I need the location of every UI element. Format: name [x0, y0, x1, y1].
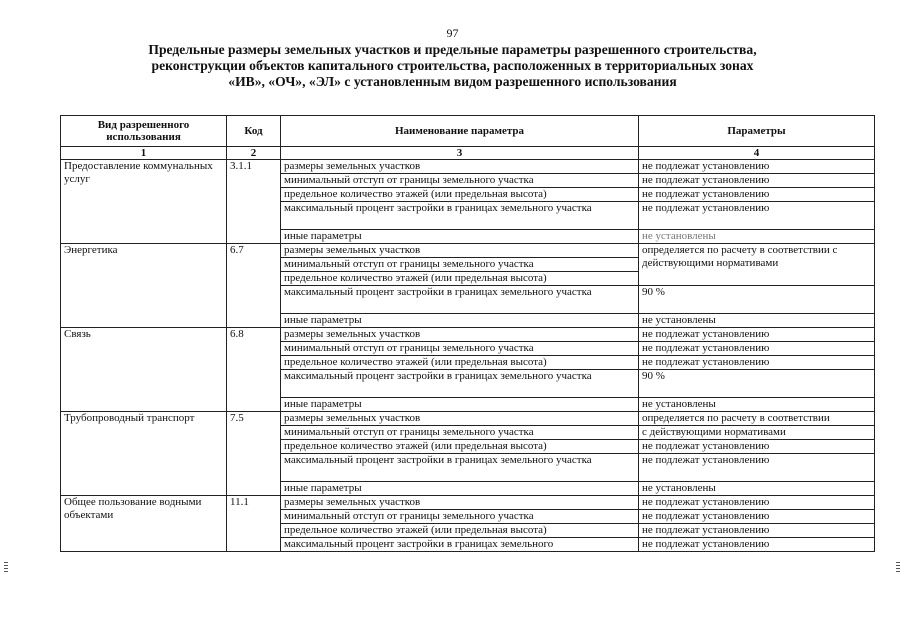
code-cell: 6.7 — [227, 244, 281, 328]
param-value-cell: не установлены — [639, 398, 875, 412]
table-row — [61, 496, 875, 510]
param-value-cell: определяется по расчету в соответствии — [639, 412, 875, 426]
param-name-cell: максимальный процент застройки в границах земельного участка — [281, 286, 639, 314]
param-value-cell: не подлежат установлению — [639, 328, 875, 342]
code-cell: 3.1.1 — [227, 160, 281, 244]
title-line-1: Предельные размеры земельных участков и предельные параметры разрешенного строительства, — [148, 42, 757, 57]
table-header-row — [61, 116, 875, 147]
param-value-cell: не подлежат установлению — [639, 356, 875, 370]
param-name-cell: иные параметры — [281, 314, 639, 328]
code-cell: 7.5 — [227, 412, 281, 496]
header-params: Параметры — [639, 116, 875, 147]
param-name-cell: размеры земельных участков — [281, 160, 639, 174]
param-name-cell: предельное количество этажей (или предельная высота) — [281, 356, 639, 370]
param-value-cell: не установлены — [639, 230, 875, 244]
param-name-cell: размеры земельных участков — [281, 412, 639, 426]
param-name-cell: иные параметры — [281, 230, 639, 244]
title-line-3: «ИВ», «ОЧ», «ЭЛ» с установленным видом разрешенного использования — [228, 74, 677, 89]
param-value-cell: 90 % — [639, 286, 875, 314]
param-name-cell: максимальный процент застройки в границах земельного участка — [281, 454, 639, 482]
col-number: 3 — [281, 147, 639, 160]
param-name-cell: размеры земельных участков — [281, 328, 639, 342]
table-row — [61, 328, 875, 342]
code-cell: 11.1 — [227, 496, 281, 552]
param-name-cell: максимальный процент застройки в границах земельного — [281, 538, 639, 552]
param-value-cell: не установлены — [639, 482, 875, 496]
header-param-name: Наименование параметра — [281, 116, 639, 147]
table-row — [61, 160, 875, 174]
param-name-cell: минимальный отступ от границы земельного участка — [281, 174, 639, 188]
scan-edge-marks-left — [4, 562, 8, 574]
param-name-cell: размеры земельных участков — [281, 496, 639, 510]
param-value-cell: не подлежат установлению — [639, 440, 875, 454]
param-value-cell: не подлежат установлению — [639, 496, 875, 510]
param-value-cell: не подлежат установлению — [639, 160, 875, 174]
param-name-cell: минимальный отступ от границы земельного участка — [281, 510, 639, 524]
param-value-cell: не подлежат установлению — [639, 510, 875, 524]
param-name-cell: минимальный отступ от границы земельного участка — [281, 342, 639, 356]
usage-type-cell: Общее пользование водными объектами — [61, 496, 227, 552]
usage-type-cell: Трубопроводный транспорт — [61, 412, 227, 496]
param-name-cell: минимальный отступ от границы земельного участка — [281, 258, 639, 272]
usage-type-cell: Связь — [61, 328, 227, 412]
table-row — [61, 412, 875, 426]
column-number-row — [61, 147, 875, 160]
param-value-cell: не подлежат установлению — [639, 524, 875, 538]
param-value-cell: не установлены — [639, 314, 875, 328]
document-title — [0, 42, 905, 90]
param-value-cell: 90 % — [639, 370, 875, 398]
param-name-cell: предельное количество этажей (или предельная высота) — [281, 188, 639, 202]
header-usage-type: Вид разрешенного использования — [61, 116, 227, 147]
parameters-table — [60, 115, 875, 552]
param-value-cell: не подлежат установлению — [639, 538, 875, 552]
param-value-cell: не подлежат установлению — [639, 454, 875, 482]
page-number: 97 — [446, 26, 459, 40]
code-cell: 6.8 — [227, 328, 281, 412]
param-value-cell: не подлежат установлению — [639, 342, 875, 356]
param-name-cell: предельное количество этажей (или предельная высота) — [281, 440, 639, 454]
usage-type-cell: Предоставление коммунальных услуг — [61, 160, 227, 244]
param-name-cell: предельное количество этажей (или предельная высота) — [281, 272, 639, 286]
table-row — [61, 244, 875, 258]
param-name-cell: максимальный процент застройки в границах земельного участка — [281, 202, 639, 230]
param-value-cell: не подлежат установлению — [639, 188, 875, 202]
param-name-cell: иные параметры — [281, 398, 639, 412]
param-value-cell: не подлежат установлению — [639, 202, 875, 230]
param-value-cell: не подлежат установлению — [639, 174, 875, 188]
param-name-cell: иные параметры — [281, 482, 639, 496]
header-code: Код — [227, 116, 281, 147]
scan-edge-marks-right — [896, 562, 900, 574]
col-number: 2 — [227, 147, 281, 160]
param-name-cell: размеры земельных участков — [281, 244, 639, 258]
param-name-cell: максимальный процент застройки в границах земельного участка — [281, 370, 639, 398]
title-line-2: реконструкции объектов капитального строительства, расположенных в территориальных зонах — [151, 58, 754, 73]
param-name-cell: минимальный отступ от границы земельного участка — [281, 426, 639, 440]
col-number: 4 — [639, 147, 875, 160]
param-value-cell: с действующими нормативами — [639, 426, 875, 440]
col-number: 1 — [61, 147, 227, 160]
usage-type-cell: Энергетика — [61, 244, 227, 328]
param-name-cell: предельное количество этажей (или предельная высота) — [281, 524, 639, 538]
merged-value-cell: определяется по расчету в соответствии с действующими нормативами — [639, 244, 875, 286]
